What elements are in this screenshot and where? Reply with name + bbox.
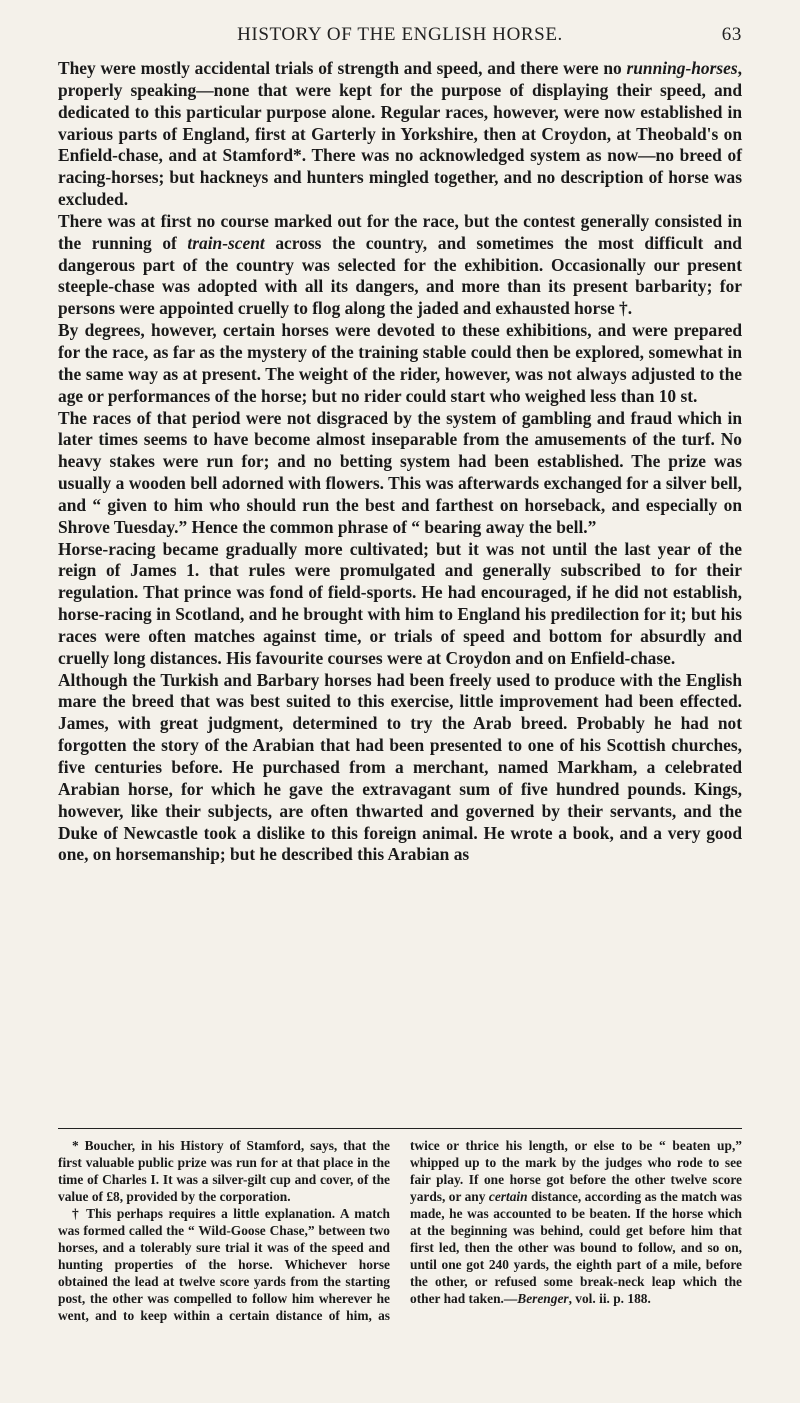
text-run: * Boucher, in his History of Stamford, says, that the first valuable public prize was run for at that place in the time of Charles I. It was a silver-gilt cup and cover, of the value of £8, provided by the corporation. bbox=[58, 1138, 390, 1205]
text-run: across the country, and sometimes the most difficult and dangerous part of the country was selected for the exhibition. Occasionally our present steeple-chase was adopted with all its dangers, and more than its present barbarity; for persons were appointed cruelly to flog along the jaded and exhausted horse †. bbox=[58, 232, 742, 319]
text-run: Horse-racing became gradually more cultivated; but it was not until the last year of the reign of James 1. that rules were promulgated and generally subscribed to for their regulation. That prince was fond of field-sports. He had encouraged, if he did not establish, horse-racing in Scotland, and he brought with him to England his predilection for it; but his races were often matches against time, or trials of speed and bottom for absurdly and cruelly long distances. His favourite courses were at Croydon and on Enfield-chase. bbox=[58, 538, 742, 668]
italic-text: certain bbox=[488, 1189, 528, 1205]
paragraph-3 bbox=[58, 320, 742, 407]
italic-text: running-horses bbox=[626, 58, 738, 78]
paragraph-1 bbox=[58, 58, 742, 211]
main-text bbox=[58, 58, 742, 866]
text-run: , vol. ii. p. 188. bbox=[568, 1291, 651, 1307]
paragraph-5 bbox=[58, 539, 742, 670]
paragraph-6 bbox=[58, 670, 742, 867]
text-run: † This perhaps requires a little explanation. A match was formed called the “ Wild-Goose Chase,” between two horses, and a tolerably sure trial it was of the speed and hunting properties of the horse. Whichever horse obtained the lead at twelve score yards from the starting post, the other was compelled to follow him wherever he went, and to keep within a certain distance of him, as twice or thrice his length, or else to be “ beaten up,” whipped up to the mark by the judges who rode to see fair play. If one horse got before the other twelve score yards, or any bbox=[58, 1138, 742, 1324]
running-title: HISTORY OF THE ENGLISH HORSE. bbox=[237, 24, 563, 45]
text-run: There was at first no course marked out for the race, but the contest generally consisted in the running of bbox=[58, 210, 742, 253]
footnote-rule bbox=[58, 1128, 742, 1129]
text-run: By degrees, however, certain horses were devoted to these exhibitions, and were prepared for the race, as far as the mystery of the training stable could then be explored, somewhat in the same way as at present. The weight of the rider, however, was not always adjusted to the age or performances of the horse; but no rider could start who weighed less than 10 st. bbox=[58, 320, 742, 406]
running-head bbox=[58, 24, 742, 54]
text-run: They were mostly accidental trials of strength and speed, and there were no bbox=[58, 58, 627, 78]
footnote-1 bbox=[58, 1137, 390, 1205]
paragraph-2 bbox=[58, 211, 742, 320]
text-run: The races of that period were not disgraced by the system of gambling and fraud which in later times seems to have become almost inseparable from the amusements of the turf. No heavy stakes were run for; and no betting system had been established. The prize was usually a wooden bell adorned with flowers. This was afterwards exchanged for a silver bell, and “ given to him who should run the best and farthest on horseback, and especially on Shrove Tuesday.” Hence the common phrase of “ bearing away the bell.” bbox=[58, 407, 742, 537]
footnotes bbox=[58, 1137, 742, 1325]
paragraph-4 bbox=[58, 408, 742, 539]
text-run: , properly speaking—none that were kept for the purpose of displaying their speed, and dedicated to this particular purpose alone. Regular races, however, were now established in various parts of England, first at Garterly in Yorkshire, then at Croydon, at Theobald's on Enfield-chase, and at Stamford*. There was no acknowledged system as now—no breed of racing-horses; but hackneys and hunters mingled together, and no description of horse was excluded. bbox=[58, 58, 742, 210]
text-run: distance, according as the match was made, he was accounted to be beaten. If the horse which at the beginning was behind, could get before him that first led, then the other was bound to follow, and so on, until one got 240 yards, the eighth part of a mile, before the other, or refused some break-neck leap which the other had taken.— bbox=[410, 1189, 742, 1307]
text-run: Although the Turkish and Barbary horses had been freely used to produce with the English mare the breed that was best suited to this exercise, little improvement had been effected. James, with great judgment, determined to try the Arab breed. Probably he had not forgotten the story of the Arabian that had been presented to one of his Scottish churches, five centuries before. He purchased from a merchant, named Markham, a celebrated Arabian horse, for which he gave the extravagant sum of five hundred pounds. Kings, however, like their subjects, are often thwarted and governed by their servants, and the Duke of Newcastle took a dislike to this foreign animal. He wrote a book, and a very good one, on horsemanship; but he described this Arabian as bbox=[58, 669, 742, 865]
page-number: 63 bbox=[721, 24, 742, 45]
italic-text: train-scent bbox=[187, 232, 265, 253]
italic-text: Berenger bbox=[517, 1291, 569, 1307]
